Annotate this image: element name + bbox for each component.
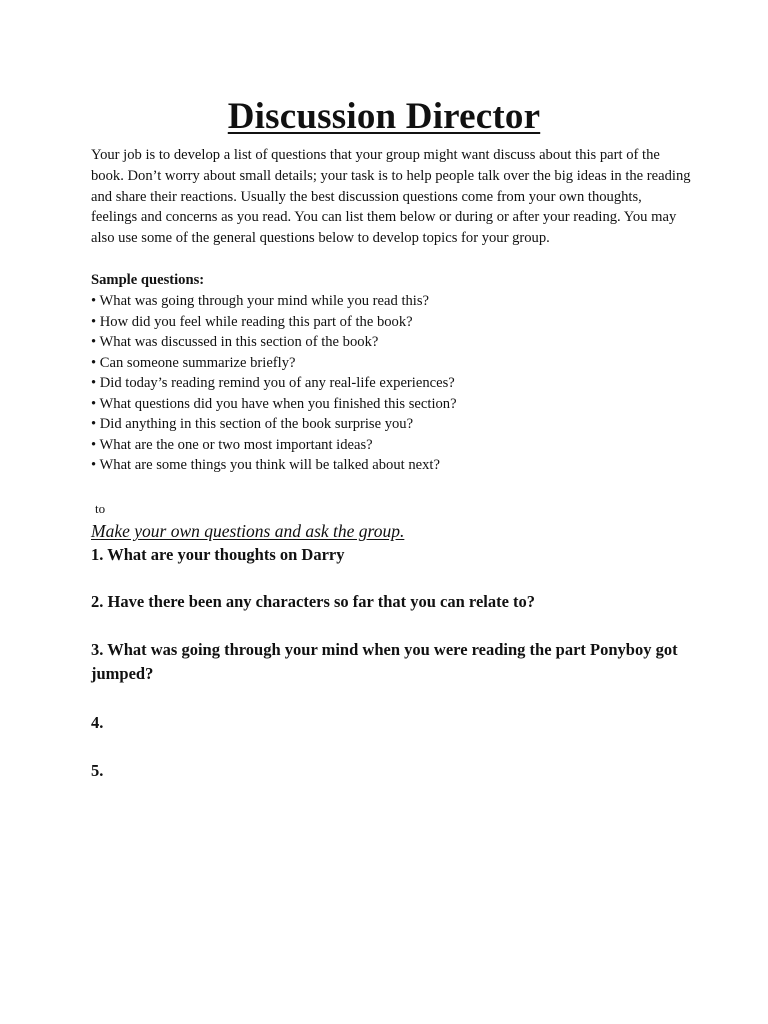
- sample-question-item: • What was going through your mind while you read this?: [91, 293, 430, 309]
- sample-question-item: • Did anything in this section of the book surprise you?: [91, 416, 414, 432]
- sample-question-item: • What was discussed in this section of the book?: [91, 334, 379, 350]
- intro-paragraph: Your job is to develop a list of questions that your group might want discuss about this part of the book. Don’t worry about small details; your task is to help people talk over the big ideas in the reading and share their reactions. Usually the best discussion questions come from your own thoughts, feelings and concerns as you read. You can list them below or during or after your reading. You may also use some of the general questions below to develop topics for your group.: [91, 147, 691, 247]
- own-question-5: 5.: [91, 761, 104, 780]
- own-question-1: 1. What are your thoughts on Darry: [91, 545, 345, 564]
- sample-question-item: • Can someone summarize briefly?: [91, 354, 296, 371]
- page-title: Discussion Director: [227, 96, 541, 137]
- sample-questions-heading: Sample questions:: [91, 272, 205, 288]
- stray-text: to: [95, 501, 106, 516]
- own-questions-heading: Make your own questions and ask the group.: [91, 521, 405, 541]
- own-question-2: 2. Have there been any characters so far that you can relate to?: [91, 592, 536, 611]
- sample-question-item: • How did you feel while reading this part of the book?: [91, 313, 413, 330]
- own-question-3: 3. What was going through your mind when you were reading the part Ponyboy got jumped?: [91, 640, 678, 683]
- sample-question-item: • What are some things you think will be talked about next?: [91, 457, 440, 473]
- own-question-4: 4.: [91, 713, 104, 732]
- sample-question-item: • Did today’s reading remind you of any real-life experiences?: [91, 375, 455, 391]
- sample-question-item: • What questions did you have when you finished this section?: [91, 395, 457, 412]
- sample-question-item: • What are the one or two most important ideas?: [91, 436, 373, 453]
- sample-questions-list: [91, 291, 457, 476]
